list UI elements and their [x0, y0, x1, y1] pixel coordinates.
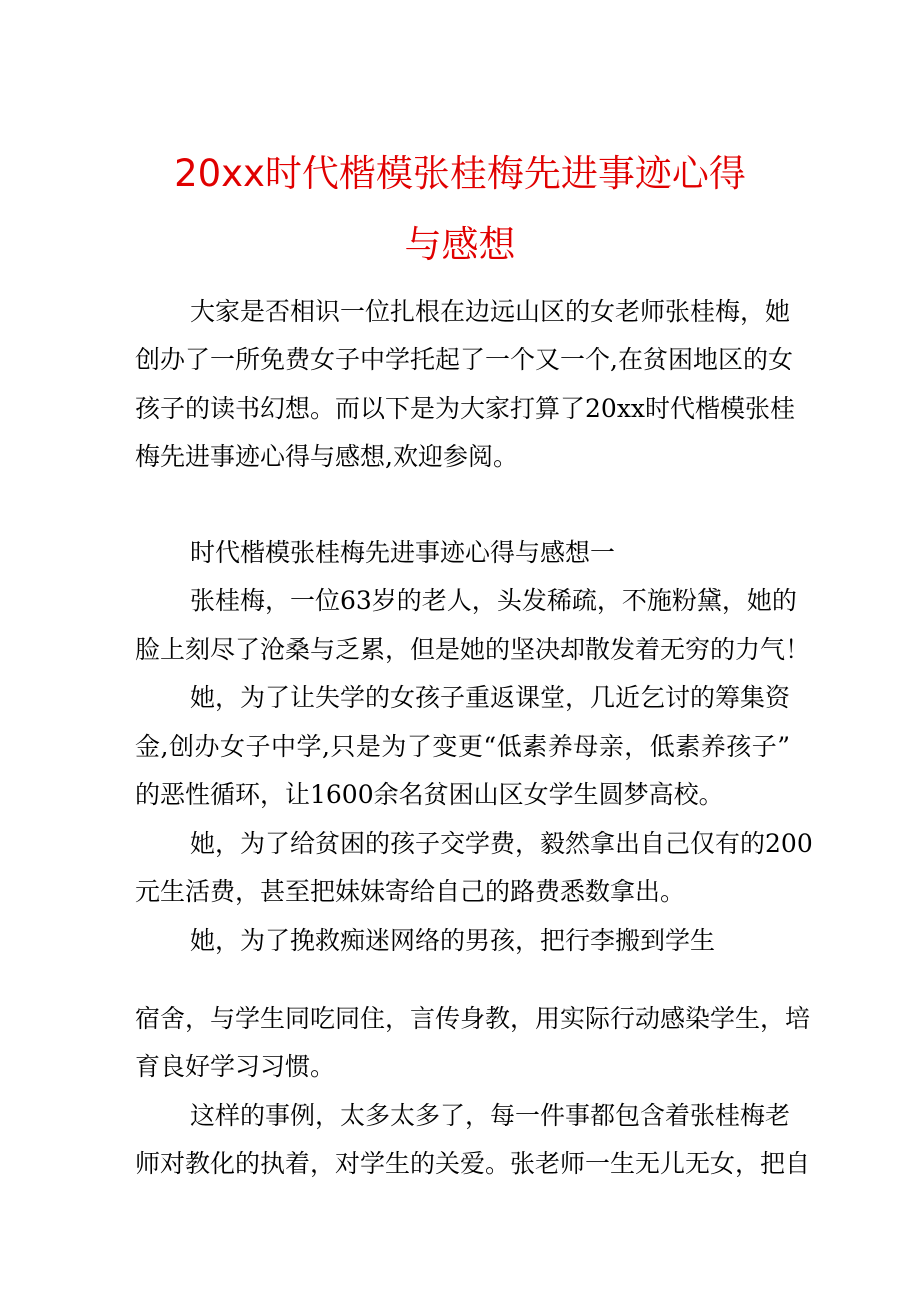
paragraph-line: 的恶性循环，让1600余名贫困山区女学生圆梦高校。	[135, 780, 724, 809]
document-title-line-1: 20xx时代楷模张桂梅先进事迹心得	[174, 152, 746, 195]
paragraph-line: 张桂梅，一位63岁的老人，头发稀疏，不施粉黛，她的	[190, 586, 797, 615]
paragraph-line: 梅先进事迹心得与感想,欢迎参阅。	[135, 442, 518, 471]
paragraph-line: 她，为了给贫困的孩子交学费，毅然拿出自己仅有的200	[190, 829, 813, 858]
paragraph-line: 她，为了让失学的女孩子重返课堂，几近乞讨的筹集资	[190, 683, 791, 712]
paragraph-line: 脸上刻尽了沧桑与乏累，但是她的坚决却散发着无穷的力气！	[135, 635, 811, 664]
paragraph-line: 这样的事例，太多太多了，每一件事都包含着张桂梅老	[190, 1101, 791, 1130]
paragraph-line: 师对教化的执着，对学生的关爱。张老师一生无儿无女，把自	[135, 1149, 811, 1178]
paragraph-line: 元生活费，甚至把妹妹寄给自己的路费悉数拿出。	[135, 877, 686, 906]
paragraph-line: 育良好学习习惯。	[135, 1052, 336, 1081]
paragraph-line: 她，为了挽救痴迷网络的男孩，把行李搬到学生	[190, 926, 716, 955]
paragraph-line: 大家是否相识一位扎根在边远山区的女老师张桂梅，她	[190, 297, 791, 326]
section-heading: 时代楷模张桂梅先进事迹心得与感想一	[190, 538, 616, 567]
paragraph-line: 宿舍，与学生同吃同住，言传身教，用实际行动感染学生，培	[135, 1004, 811, 1033]
paragraph-line: 金,创办女子中学,只是为了变更“低素养母亲，低素养孩子”	[135, 732, 790, 761]
paragraph-line: 孩子的读书幻想。而以下是为大家打算了20xx时代楷模张桂	[135, 394, 796, 423]
paragraph-line: 创办了一所免费女子中学托起了一个又一个,在贫困地区的女	[135, 345, 793, 374]
document-title-line-2: 与感想	[404, 223, 516, 266]
